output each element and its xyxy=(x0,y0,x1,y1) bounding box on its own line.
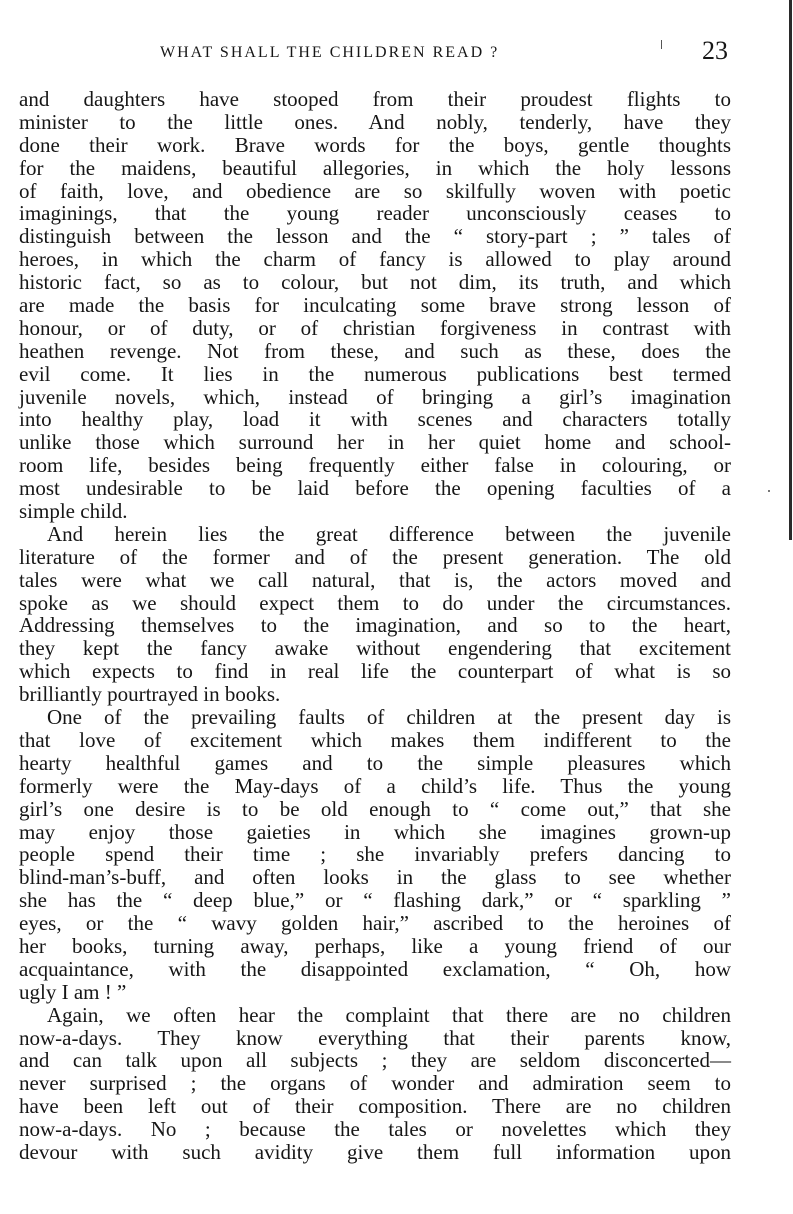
text-line: distinguish between the lesson and the “ story-part ; ” tales of xyxy=(19,224,731,249)
text-line: acquaintance, with the disappointed exclamation, “ Oh, how xyxy=(19,956,731,981)
text-line: simple child. xyxy=(19,499,128,524)
page-number: 23 xyxy=(702,36,728,65)
print-mark xyxy=(661,40,662,49)
text-line: and daughters have stooped from their proudest flights to xyxy=(19,87,731,111)
text-line: people spend their time ; she invariably prefers dancing to xyxy=(19,842,731,867)
text-line: tales were what we call natural, that is, the actors moved and xyxy=(19,567,731,592)
text-line: into healthy play, load it with scenes and characters totally xyxy=(19,407,731,432)
text-line: most undesirable to be laid before the opening faculties of a xyxy=(19,476,731,501)
text-line: heroes, in which the charm of fancy is allowed to play around xyxy=(19,247,731,272)
text-line: her books, turning away, perhaps, like a young friend of our xyxy=(19,933,731,958)
text-line: ugly I am ! ” xyxy=(19,979,127,1004)
text-line: heathen revenge. Not from these, and such as these, does the xyxy=(19,338,731,363)
text-line: devour with such avidity give them full information upon xyxy=(19,1139,731,1164)
text-line: Again, we often hear the complaint that there are no children xyxy=(47,1002,731,1027)
text-line: imaginings, that the young reader unconsciously ceases to xyxy=(19,201,731,226)
text-line: formerly were the May-days of a child’s life. Thus the young xyxy=(19,773,731,798)
text-line: minister to the little ones. And nobly, tenderly, have they xyxy=(19,109,731,134)
text-line: and can talk upon all subjects ; they are seldom disconcerted— xyxy=(19,1048,731,1073)
text-line: juvenile novels, which, instead of bringing a girl’s imagination xyxy=(19,384,731,409)
body-text xyxy=(19,88,731,1164)
text-line: blind-man’s-buff, and often looks in the glass to see whether xyxy=(19,865,731,890)
text-line: which expects to find in real life the counterpart of what is so xyxy=(19,659,731,684)
margin-speck xyxy=(768,490,770,492)
text-line: are made the basis for inculcating some brave strong lesson of xyxy=(19,293,731,318)
text-line: she has the “ deep blue,” or “ flashing dark,” or “ sparkling ” xyxy=(19,888,731,913)
text-line: never surprised ; the organs of wonder and admiration seem to xyxy=(19,1071,731,1096)
text-line: spoke as we should expect them to do under the circumstances. xyxy=(19,590,731,615)
text-line: girl’s one desire is to be old enough to “ come out,” that she xyxy=(19,796,731,821)
page-edge-shadow xyxy=(789,0,792,540)
text-line: literature of the former and of the present generation. The old xyxy=(19,544,731,569)
text-line: that love of excitement which makes them indifferent to the xyxy=(19,727,731,752)
text-line: of faith, love, and obedience are so skilfully woven with poetic xyxy=(19,178,731,203)
text-line: now-a-days. No ; because the tales or novelettes which they xyxy=(19,1117,731,1142)
text-line: for the maidens, beautiful allegories, in which the holy lessons xyxy=(19,155,731,180)
page-header xyxy=(0,36,793,72)
text-line: unlike those which surround her in her quiet home and school- xyxy=(19,430,731,455)
text-line: now-a-days. They know everything that their parents know, xyxy=(19,1025,731,1050)
text-line: Addressing themselves to the imagination, and so to the heart, xyxy=(19,613,731,638)
text-line: done their work. Brave words for the boys, gentle thoughts xyxy=(19,132,731,157)
text-line: historic fact, so as to colour, but not dim, its truth, and which xyxy=(19,270,731,295)
text-line: have been left out of their composition. There are no children xyxy=(19,1094,731,1119)
text-line: hearty healthful games and to the simple pleasures which xyxy=(19,750,731,775)
text-line: eyes, or the “ wavy golden hair,” ascribed to the heroines of xyxy=(19,911,731,936)
text-line: they kept the fancy awake without engendering that excitement xyxy=(19,636,731,661)
text-line: brilliantly pourtrayed in books. xyxy=(19,682,281,707)
text-line: evil come. It lies in the numerous publications best termed xyxy=(19,361,731,386)
text-line: And herein lies the great difference between the juvenile xyxy=(47,521,731,546)
text-line: may enjoy those gaieties in which she imagines grown-up xyxy=(19,819,731,844)
text-line: room life, besides being frequently either false in colouring, or xyxy=(19,453,731,478)
text-line: honour, or of duty, or of christian forgiveness in contrast with xyxy=(19,315,731,340)
text-line: One of the prevailing faults of children at the present day is xyxy=(47,705,731,730)
running-title: WHAT SHALL THE CHILDREN READ ? xyxy=(160,44,500,61)
